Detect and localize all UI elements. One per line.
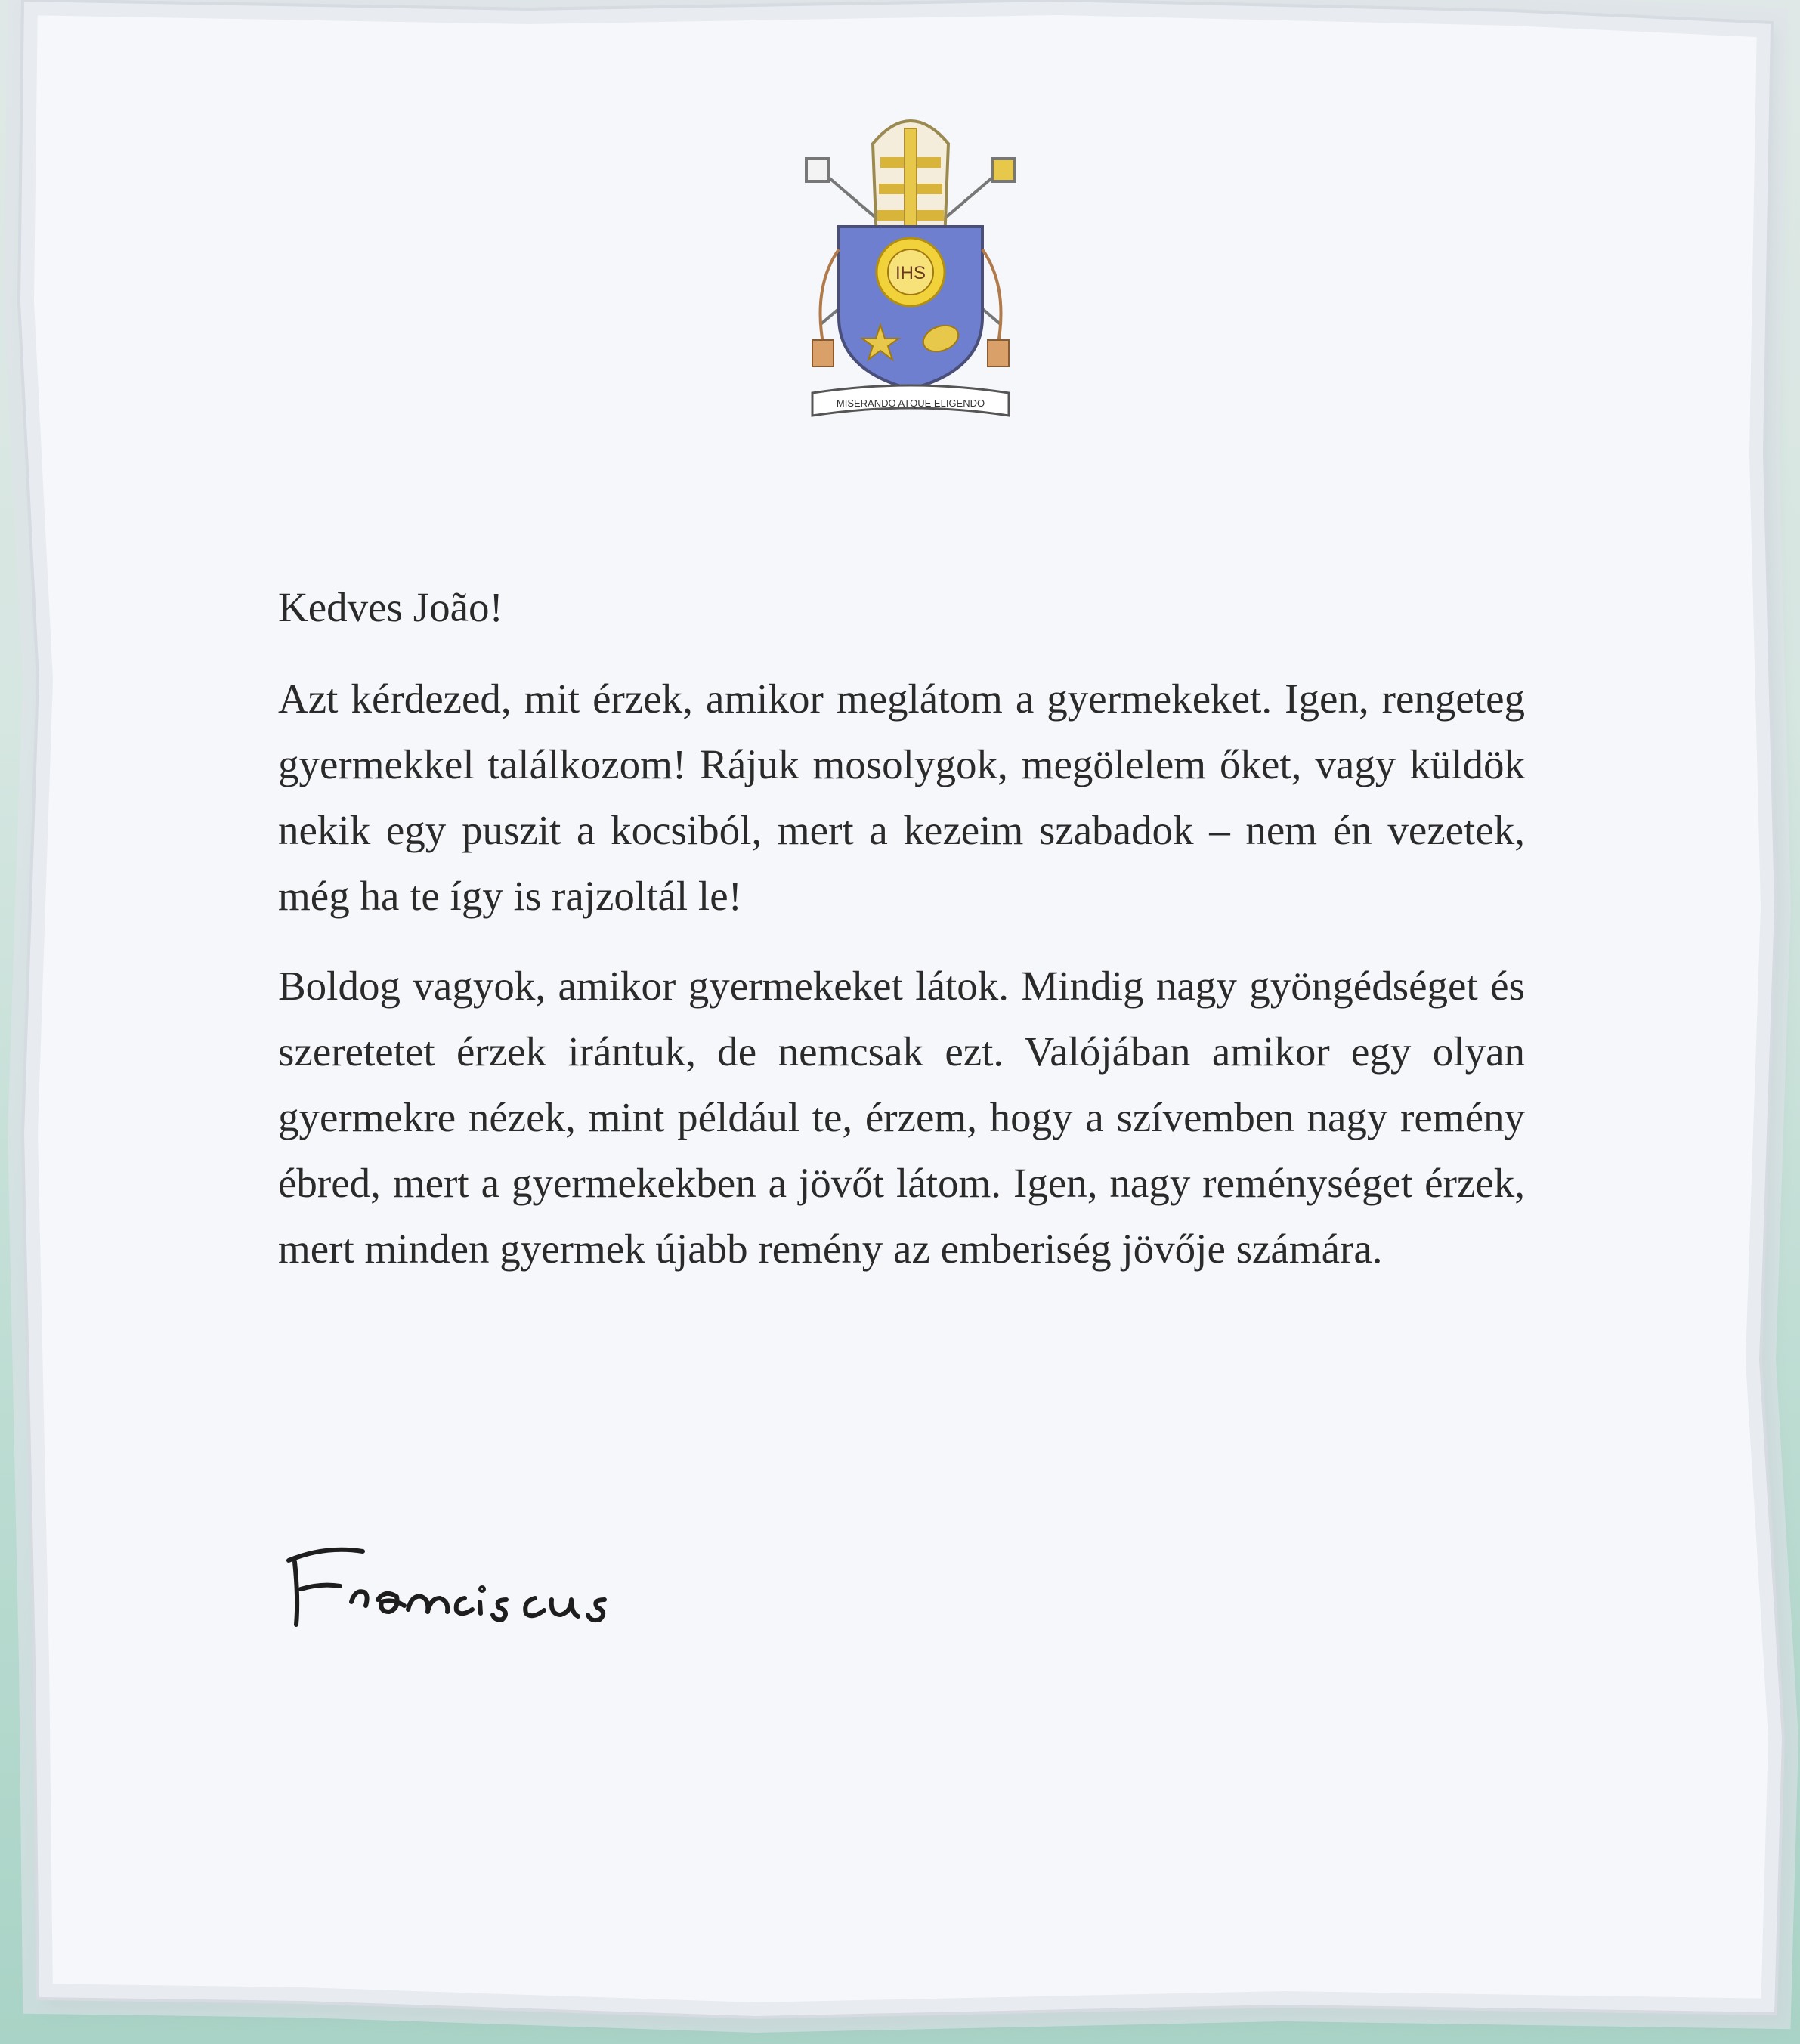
- mitre-icon: [873, 121, 948, 242]
- papal-coat-of-arms: [797, 98, 1024, 431]
- letter-greeting: Kedves João!: [278, 584, 503, 630]
- motto-scroll: [812, 385, 1009, 416]
- ihs-monogram: IHS: [895, 263, 926, 283]
- letter-paragraph-1: Azt kérdezed, mit érzek, amikor meglátom a gyermekeket. Igen, rengeteg gyermekkel találkozom! Rájuk mosolygok, megölelem őket, vagy küldök nekik egy puszit a kocsiból, mert a kezeim szabadok – nem én vezetek, még ha te így is rajzoltál le!: [278, 676, 1525, 919]
- letter-paragraph-2: Boldog vagyok, amikor gyermekeket látok. Mindig nagy gyöngédséget és szeretetet érzek irántuk, de nemcsak ezt. Valójában amikor egy olyan gyermekre nézek, mint például te, érzem, hogy a szívemben nagy remény ébred, mert a gyermekekben a jövőt látom. Igen, nagy reménységet érzek, mert minden gyermek újabb remény az emberiség jövője számára.: [278, 963, 1525, 1272]
- shield-icon: [839, 227, 982, 389]
- motto-text: MISERANDO ATQUE ELIGENDO: [836, 397, 985, 409]
- letter-body: [278, 574, 1525, 1306]
- signature-franciscus: [280, 1530, 733, 1651]
